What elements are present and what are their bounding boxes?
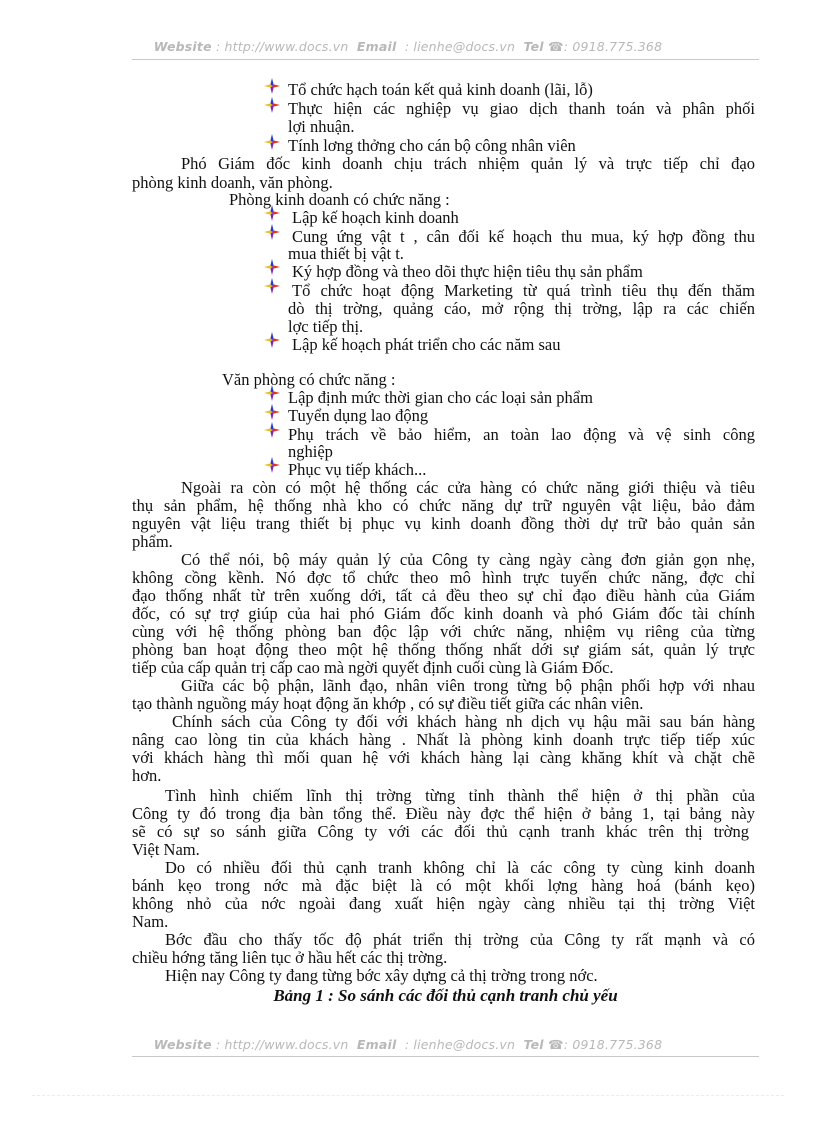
tel-label: Tel [523, 1037, 544, 1052]
paragraph-line: thụ sản phẩm, hệ thống nhà kho có chức năng dự trữ nguyên vật liệu, bảo đảm [132, 496, 755, 515]
bullet-item: Phụ trách về bảo hiểm, an toàn lao động và vệ sinh công [288, 425, 755, 444]
paragraph-line: Giữa các bộ phận, lãnh đạo, nhân viên trong từng bộ phận phối hợp với nhau [181, 676, 755, 695]
bullet-item: Lập kế hoạch kinh doanh [292, 208, 459, 227]
pinwheel-bullet-icon [264, 332, 280, 348]
paragraph-line: chiều hớng tăng liên tục ở hầu hết các thị trờng. [132, 948, 448, 967]
paragraph-line: tạo thành nguồng máy hoạt động ăn khớp , có sự điều tiết giữa các nhân viên. [132, 694, 644, 713]
paragraph-line: Phó Giám đốc kinh doanh chịu trách nhiệm quản lý và trực tiếp chỉ đạo [181, 154, 755, 173]
paragraph-line: nguyên vật liệu trang thiết bị phục vụ kinh doanh đồng thời dự trữ bảo quản sản [132, 514, 755, 533]
section-heading: Phòng kinh doanh có chức năng : [229, 190, 450, 209]
tel-label: Tel [523, 39, 544, 54]
phone-icon: ☎ [547, 1037, 564, 1052]
paragraph-line: phòng ban hoạt động theo một hệ thống thống nhất dới sự giám sát, quản lý trực [132, 640, 755, 659]
bullet-item-cont: lợi nhuận. [288, 117, 355, 136]
bullet-item: Ký hợp đồng và theo dõi thực hiện tiêu thụ sản phẩm [292, 262, 643, 281]
paragraph-line: hơn. [132, 766, 162, 785]
paragraph-line: Công ty đó trong địa bàn tổng thể. Điều này đợc thể hiện ở bảng 1, tại bảng này [132, 804, 755, 823]
bullet-item: Phục vụ tiếp khách... [288, 460, 427, 479]
pinwheel-bullet-icon [264, 457, 280, 473]
paragraph-line: đạo thống nhất từ trên xuống dới, tất cả đều theo sự chỉ đạo điều hành của Giám [132, 586, 755, 605]
website-url[interactable]: : http://www.docs.vn [215, 39, 349, 54]
paragraph-line: Có thể nói, bộ máy quản lý của Công ty càng ngày càng đơn giản gọn nhẹ, [181, 550, 755, 569]
bullet-item: Cung ứng vật t , cân đối kế hoạch thu mua, ký hợp đồng thu [292, 227, 755, 246]
footer-rule [132, 1056, 759, 1057]
section-heading: Văn phòng có chức năng : [222, 370, 396, 389]
pinwheel-bullet-icon [264, 134, 280, 150]
page-break-line [32, 1095, 784, 1096]
bullet-item: Tổ chức hạch toán kết quả kinh doanh (lãi, lỗ) [288, 80, 593, 99]
paragraph-line: cùng với hệ thống phòng ban độc lập với chức năng, nhiệm vụ riêng của từng [132, 622, 755, 641]
paragraph-line: Ngoài ra còn có một hệ thống các cửa hàng có chức năng giới thiệu và tiêu [181, 478, 755, 497]
bullet-item: Lập kế hoạch phát triển cho các năm sau [292, 335, 561, 354]
tel-number: : 0918.775.368 [563, 1037, 663, 1052]
paragraph-line: Do có nhiều đối thủ cạnh tranh không chỉ là các công ty cùng kinh doanh [165, 858, 755, 877]
paragraph-line: không cồng kềnh. Nó đợc tổ chức theo mô hình trực tuyến chức năng, đợc chỉ [132, 568, 755, 587]
bullet-item: Lập định mức thời gian cho các loại sản phẩm [288, 388, 593, 407]
page-header [0, 39, 816, 54]
bullet-item-cont: dò thị trờng, quảng cáo, mở rộng thị trờng, lập ra các chiến [288, 299, 755, 318]
bullet-item: Tuyển dụng lao động [288, 406, 429, 425]
email-label: Email [356, 1037, 397, 1052]
email-label: Email [356, 39, 397, 54]
paragraph-line: Chính sách của Công ty đối với khách hàng nh dịch vụ hậu mãi sau bán hàng [172, 712, 755, 731]
website-label: Website [153, 39, 212, 54]
pinwheel-bullet-icon [264, 259, 280, 275]
pinwheel-bullet-icon [264, 97, 280, 113]
bullet-item-cont: mua thiết bị vật t. [288, 244, 404, 263]
phone-icon: ☎ [547, 39, 564, 54]
paragraph-line: bánh kẹo trong nớc mà đặc biệt là có một khối lợng hàng hoá (bánh kẹo) [132, 876, 755, 895]
tel-number: : 0918.775.368 [563, 39, 663, 54]
bullet-item: Thực hiện các nghiệp vụ giao dịch thanh toán và phân phối [288, 99, 755, 118]
pinwheel-bullet-icon [264, 404, 280, 420]
pinwheel-bullet-icon [264, 278, 280, 294]
paragraph-line: tiếp của cấp quản trị cấp cao mà ngời quyết định cuối cùng là Giám Đốc. [132, 658, 614, 677]
paragraph-line: phẩm. [132, 532, 173, 551]
bullet-item-cont: nghiệp [288, 442, 333, 461]
email-address[interactable]: : lienhe@docs.vn [404, 39, 516, 54]
header-rule [132, 59, 759, 60]
paragraph-line: Hiện nay Công ty đang từng bớc xây dựng cả thị trờng trong nớc. [165, 966, 598, 985]
pinwheel-bullet-icon [264, 78, 280, 94]
paragraph-line: Tình hình chiếm lĩnh thị trờng từng tỉnh thành thể hiện ở thị phần của [165, 786, 755, 805]
paragraph-line: Nam. [132, 912, 169, 931]
paragraph-line: phòng kinh doanh, văn phòng. [132, 173, 333, 192]
website-url[interactable]: : http://www.docs.vn [215, 1037, 349, 1052]
pinwheel-bullet-icon [264, 224, 280, 240]
paragraph-line: Việt Nam. [132, 840, 200, 859]
bullet-item-cont: lợc tiếp thị. [288, 317, 364, 336]
paragraph-line: nâng cao lòng tin của khách hàng . Nhất là phòng kinh doanh trực tiếp tiếp xúc [132, 730, 755, 749]
table-caption: Bảng 1 : So sánh các đối thủ cạnh tranh chủ yếu [273, 986, 618, 1005]
email-address[interactable]: : lienhe@docs.vn [404, 1037, 516, 1052]
bullet-item: Tổ chức hoạt động Marketing từ quá trình tiêu thụ đến thăm [292, 281, 755, 300]
paragraph-line: sẽ có sự so sánh giữa Công ty với các đối thủ cạnh tranh khác trên thị trờng [132, 822, 749, 841]
pinwheel-bullet-icon [264, 422, 280, 438]
paragraph-line: Bớc đầu cho thấy tốc độ phát triển thị trờng của Công ty rất mạnh và có [165, 930, 755, 949]
paragraph-line: không nhỏ của nớc ngoài đang xuất hiện ngày càng nhiều tại thị trờng Việt [132, 894, 755, 913]
website-label: Website [153, 1037, 212, 1052]
paragraph-line: đốc, có sự trợ giúp của hai phó Giám đốc kinh doanh và phó Giám đốc tài chính [132, 604, 755, 623]
bullet-item: Tính lơng thởng cho cán bộ công nhân viên [288, 136, 576, 155]
paragraph-line: với khách hàng thì mối quan hệ với khách hàng lại càng khăng khít và chặt chẽ [132, 748, 755, 767]
page-footer [0, 1037, 816, 1052]
